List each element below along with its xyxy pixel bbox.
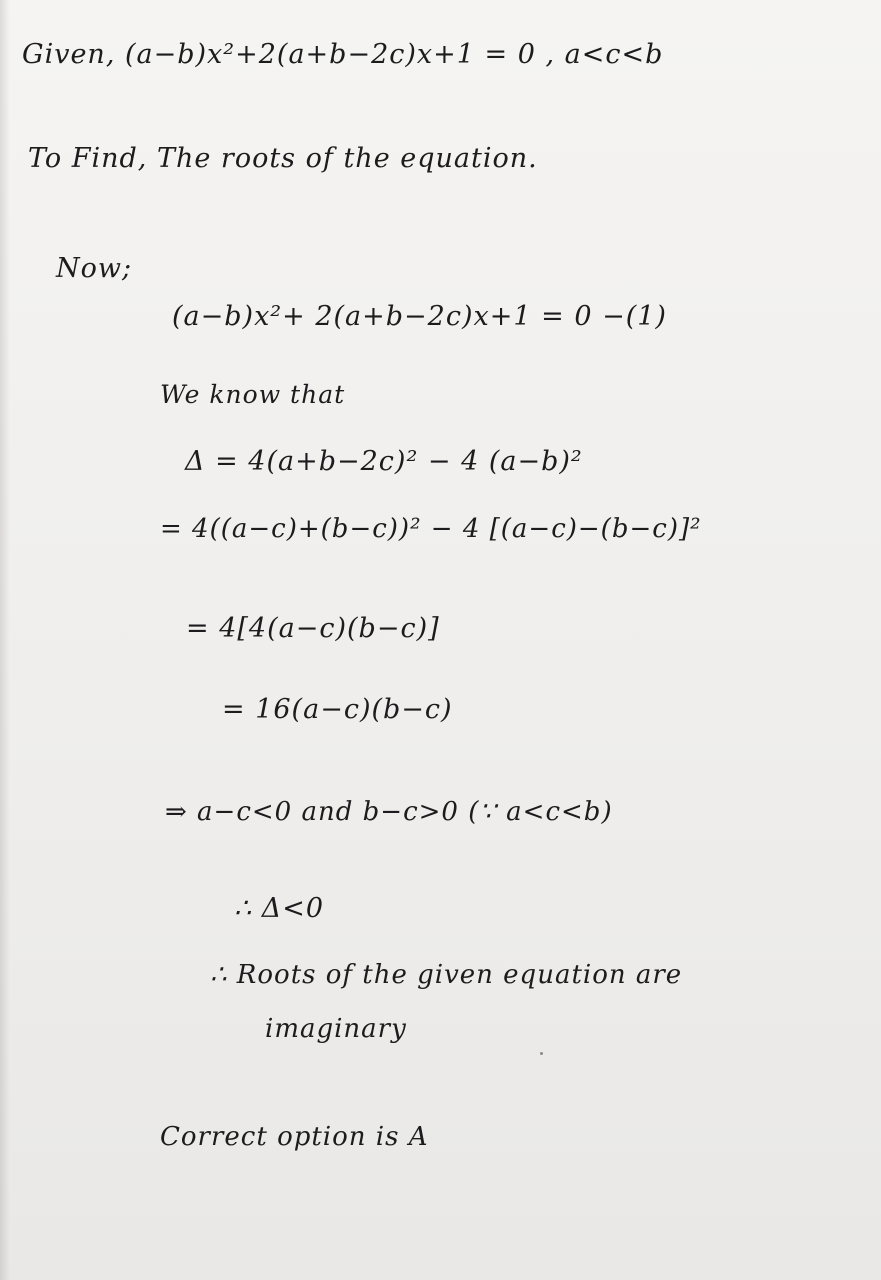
expansion-line: = 4((a−c)+(b−c))² − 4 [(a−c)−(b−c)]² — [160, 514, 702, 544]
we-know-line: We know that — [160, 380, 346, 409]
now-label: Now; — [56, 253, 133, 284]
discriminant-line: Δ = 4(a+b−2c)² − 4 (a−b)² — [185, 446, 583, 477]
pen-dot — [540, 1052, 543, 1055]
delta-negative-line: ∴ Δ<0 — [234, 893, 325, 924]
page-edge-shadow — [0, 0, 10, 1280]
roots-conclusion-line: ∴ Roots of the given equation are — [210, 960, 683, 990]
implication-line: ⇒ a−c<0 and b−c>0 (∵ a<c<b) — [165, 797, 613, 827]
to-find-line: To Find, The roots of the equation. — [28, 143, 538, 174]
equation-line: (a−b)x²+ 2(a+b−2c)x+1 = 0 −(1) — [172, 301, 667, 332]
correct-option-line: Correct option is A — [160, 1122, 429, 1152]
factored-line: = 4[4(a−c)(b−c)] — [186, 613, 440, 644]
roots-conclusion-continued: imaginary — [265, 1014, 407, 1044]
result-line: = 16(a−c)(b−c) — [222, 694, 453, 725]
given-line: Given, (a−b)x²+2(a+b−2c)x+1 = 0 , a<c<b — [22, 39, 664, 70]
